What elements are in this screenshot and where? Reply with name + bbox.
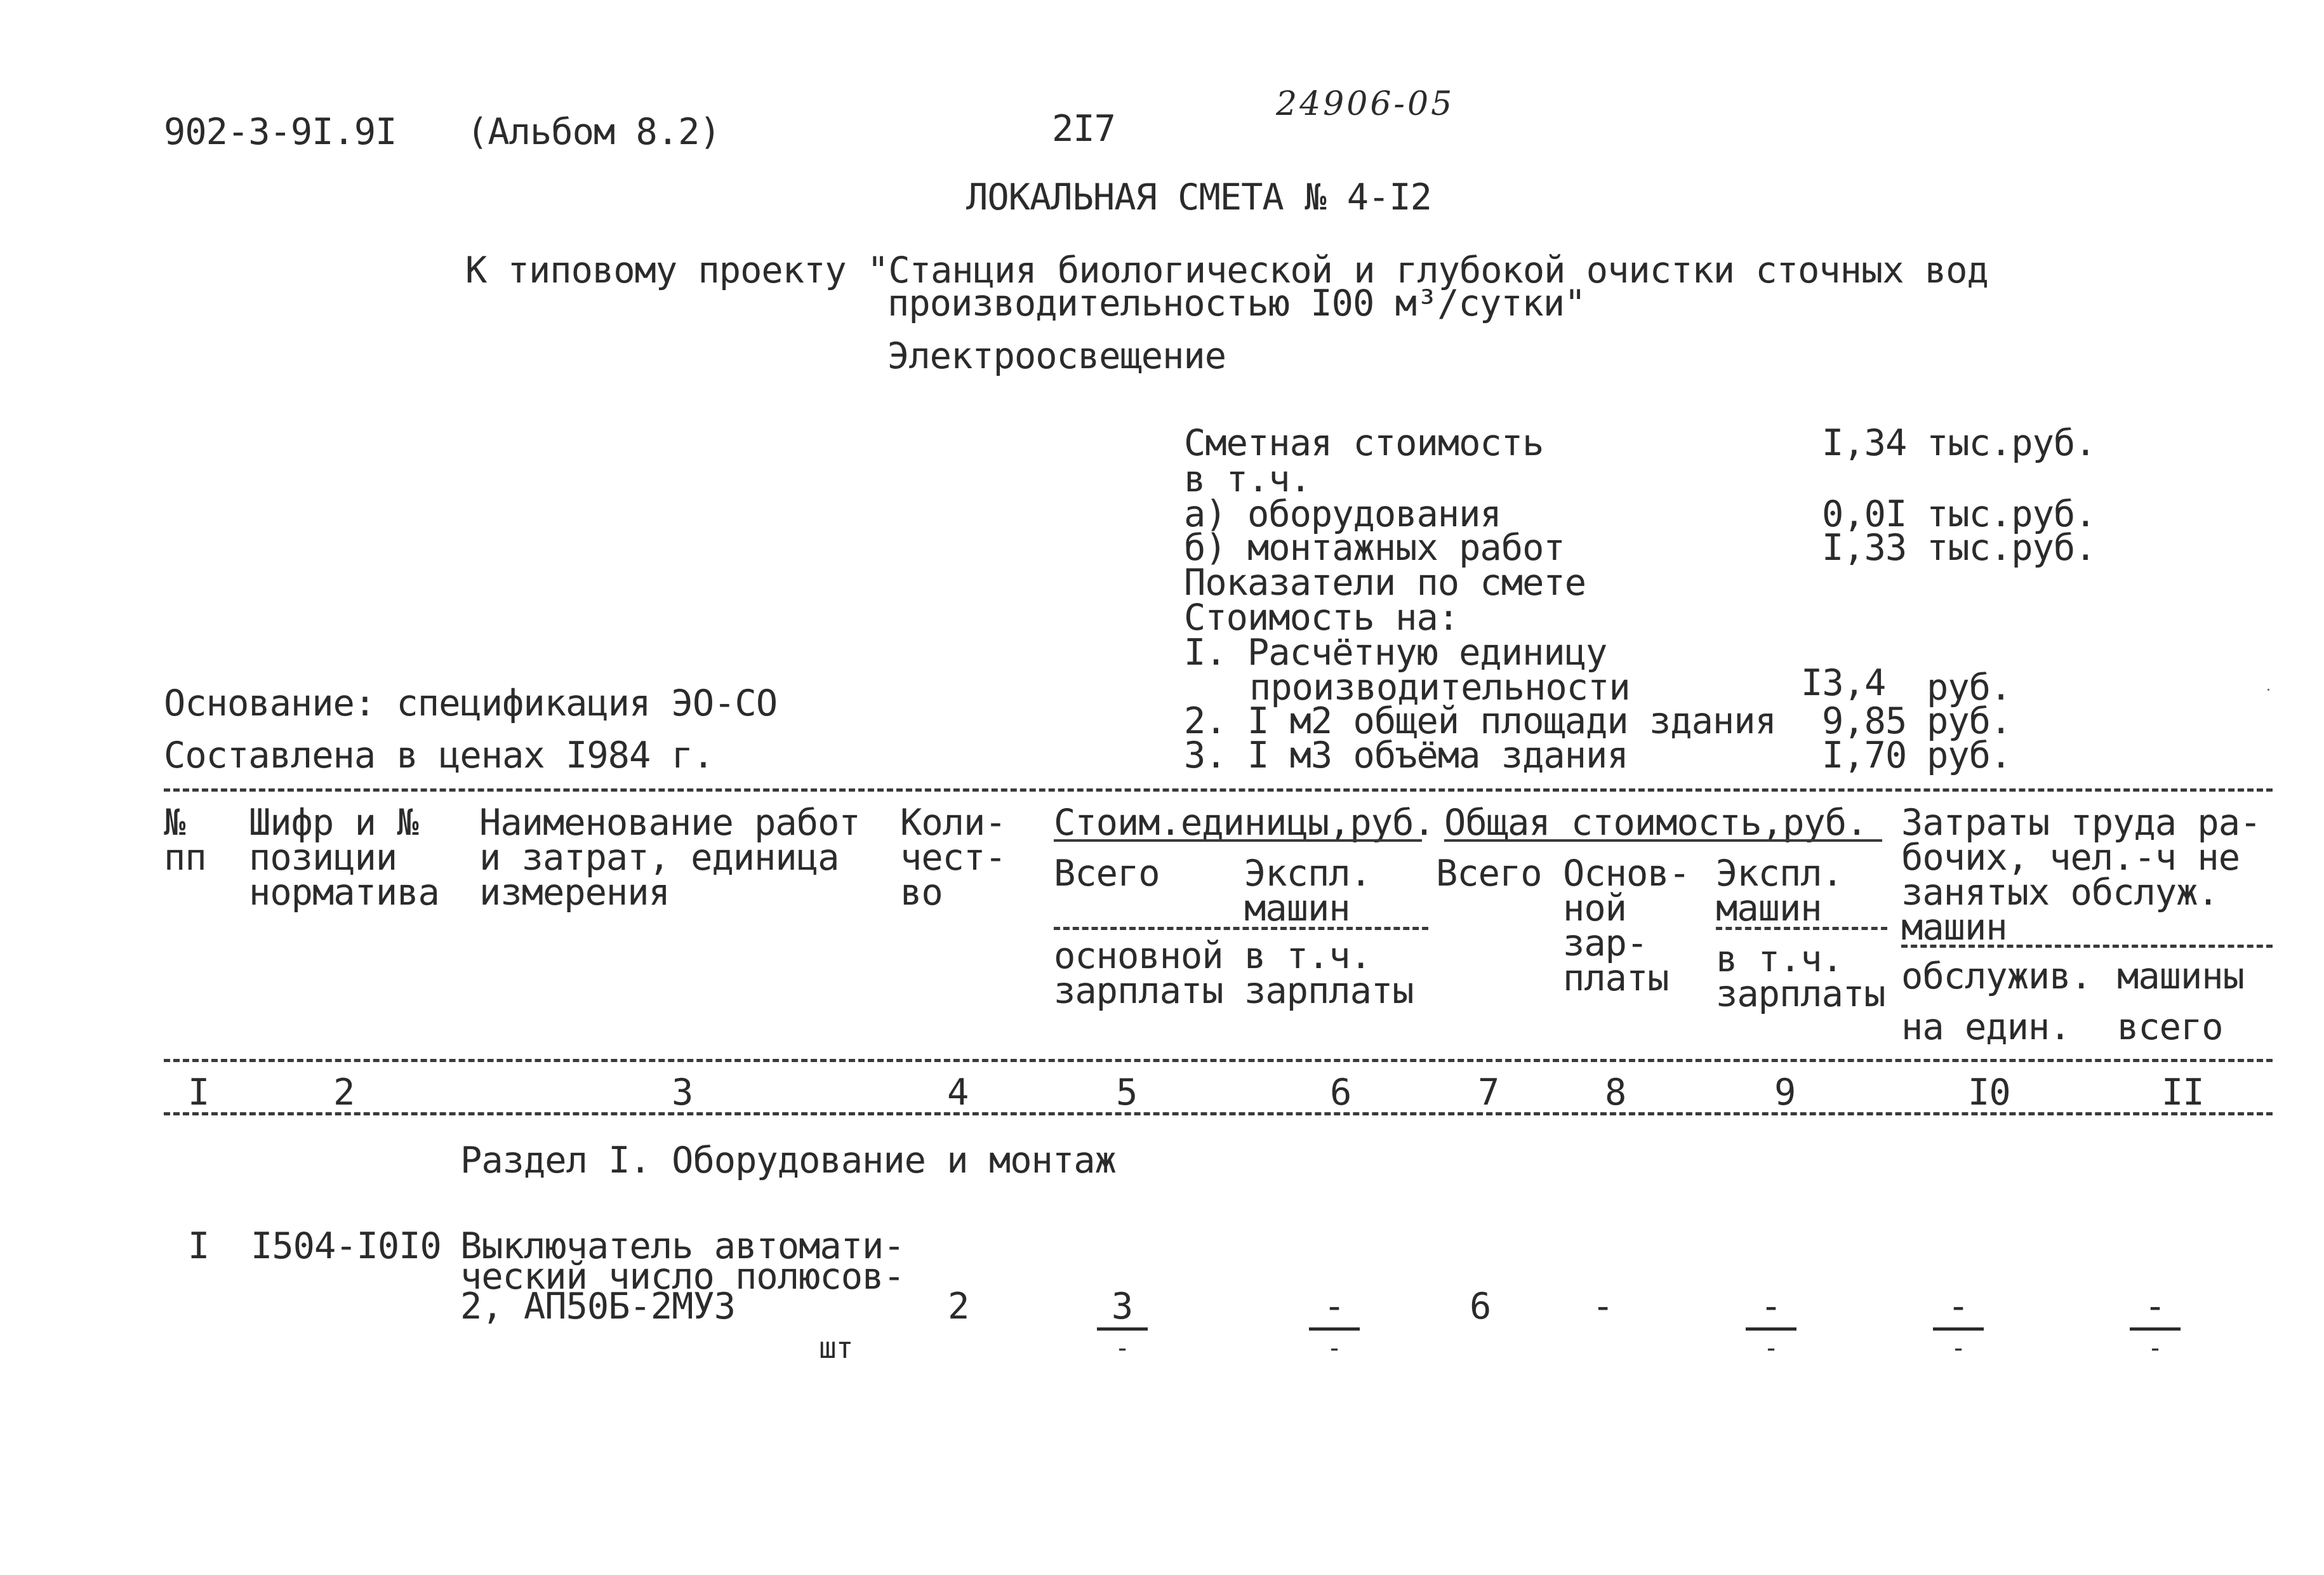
row-unit: шт [819,1331,853,1365]
labor-per-unit: - [1947,1286,1970,1327]
row-number: I [188,1225,209,1267]
labor-split-rule [1901,945,2273,948]
summary-label: производительности [1249,667,1630,708]
column-number: I [188,1072,209,1113]
column-number: II [2161,1072,2204,1113]
total-cost-split-rule [1716,927,1887,930]
col-4-header: во [900,872,943,914]
summary-value: I3,4 [1801,662,1886,704]
unit-machine-cost: - [1323,1286,1346,1327]
col-4-header: Коли- [900,802,1006,844]
unit-cost-wage: - [1114,1334,1131,1363]
col-10-header: на един. [1901,1006,2071,1048]
section-title: Раздел I. Оборудование и монтаж [460,1140,1116,1181]
total-base-wage: - [1592,1286,1614,1327]
col-6-header-bottom: в т.ч. [1244,935,1371,977]
labor-total-machine: - [2147,1334,2163,1363]
labor-total-fraction [2130,1286,2181,1363]
column-number: 4 [947,1072,969,1113]
project-line-1: К типовому проекту "Станция биологической и глубокой очистки сточных вод [465,249,1988,291]
summary-label: б) монтажных работ [1184,527,1565,569]
summary-label: Стоимость на: [1184,597,1459,639]
project-line-2: производительностью I00 м³/сутки" [887,282,1586,324]
col-9-header-top: Экспл. [1716,853,1843,894]
summary-unit: руб. [1927,667,2012,708]
column-number: 6 [1330,1072,1351,1113]
col-3-header: Наименование работ [479,802,860,844]
row-quantity: 2 [948,1286,969,1327]
summary-value: I,70 [1822,734,1907,776]
summary-label: 3. I м3 объёма здания [1184,734,1628,776]
col-1-header: пп [164,837,206,879]
row-name: Выключатель автомати- [460,1225,905,1267]
row-name: 2, АП50Б-2МУ3 [460,1286,736,1327]
labor-group-header: бочих, чел.-ч не [1901,837,2240,879]
col-9-header-top: машин [1716,887,1822,929]
summary-value: I,33 [1822,527,1907,569]
col-1-header: № [164,802,185,844]
col-8-header: Основ- [1563,853,1690,894]
summary-label: Показатели по смете [1184,562,1586,604]
section-name: Электроосвещение [887,335,1226,377]
col-3-header: и затрат, единица [479,837,839,879]
col-5-header-bottom: зарплаты [1054,970,1223,1012]
total-cost-underline [1444,839,1882,842]
column-number-bottom-rule [164,1112,2273,1115]
column-number: 3 [672,1072,693,1113]
column-number: 5 [1116,1072,1138,1113]
unit-cost-fraction [1097,1286,1148,1363]
summary-unit: руб. [1927,700,2012,742]
total-cost-group-header: Общая стоимость,руб. [1444,802,1868,844]
col-6-header-bottom: зарплаты [1244,970,1414,1012]
summary-unit: тыс.руб. [1927,493,2096,535]
col-11-header: машины [2117,955,2244,997]
summary-label: Сметная стоимость [1184,422,1544,464]
album-label: (Альбом 8.2) [467,111,720,153]
col-6-header-top: Экспл. [1244,853,1371,894]
unit-machine-wage: - [1326,1334,1343,1363]
col-8-header: зар- [1563,922,1648,964]
col-3-header: измерения [479,872,670,914]
summary-label: 2. I м2 общей площади здания [1184,700,1776,742]
col-2-header: Шифр и № [249,802,418,844]
summary-label: а) оборудования [1184,493,1501,535]
labor-group-header: Затраты труда ра- [1901,802,2261,844]
unit-cost-split-rule [1054,927,1428,930]
summary-value: I,34 [1822,422,1907,464]
column-number: 8 [1605,1072,1626,1113]
total-cost: 6 [1470,1286,1491,1327]
col-2-header: позиции [249,837,397,879]
col-7-header: Всего [1436,853,1542,894]
col-9-header-bottom: в т.ч. [1716,938,1843,980]
row-code: I504-I0I0 [251,1225,441,1267]
scan-speck [2268,689,2269,691]
col-8-header: ной [1563,887,1626,929]
document-title: ЛОКАЛЬНАЯ СМЕТА № 4-I2 [966,176,1431,218]
labor-total: - [2144,1286,2167,1327]
unit-cost-underline [1054,839,1422,842]
labor-unit-fraction [1933,1286,1984,1363]
unit-machine-fraction [1309,1286,1360,1363]
column-number: 7 [1478,1072,1499,1113]
summary-label: I. Расчётную единицу [1184,632,1607,674]
col-9-header-bottom: зарплаты [1716,973,1885,1015]
col-2-header: норматива [249,872,439,914]
page-number: 2I7 [1052,108,1115,150]
col-5-header-top: Всего [1054,853,1160,894]
summary-unit: руб. [1927,734,2012,776]
document-code: 902-3-9I.9I [164,111,397,153]
unit-cost-total: 3 [1111,1286,1134,1327]
summary-unit: тыс.руб. [1927,422,2096,464]
table-top-rule [164,788,2273,792]
handwritten-number: 24906-05 [1276,85,1455,123]
total-machine-cost: - [1760,1286,1783,1327]
summary-value: 0,0I [1822,493,1907,535]
table-header-bottom-rule [164,1059,2273,1062]
row-name: ческий число полюсов- [460,1256,905,1298]
labor-group-header: занятых обслуж. [1901,872,2219,914]
summary-value: 9,85 [1822,700,1907,742]
total-machine-fraction [1746,1286,1796,1363]
unit-cost-group-header: Стоим.единицы,руб. [1054,802,1435,844]
column-number: 2 [333,1072,355,1113]
summary-unit: тыс.руб. [1927,527,2096,569]
col-10-header: обслужив. [1901,955,2092,997]
col-5-header-bottom: основной [1054,935,1223,977]
total-machine-wage: - [1763,1334,1779,1363]
column-number: I0 [1968,1072,2010,1113]
col-4-header: чест- [900,837,1006,879]
basis-spec: Основание: спецификация ЭО-СО [164,682,778,724]
summary-label: в т.ч. [1184,458,1311,500]
basis-prices: Составлена в ценах I984 г. [164,734,714,776]
labor-group-header: машин [1901,907,2007,948]
column-number: 9 [1774,1072,1796,1113]
col-11-header: всего [2117,1006,2223,1048]
labor-per-unit-machine: - [1950,1334,1967,1363]
col-6-header-top: машин [1244,887,1350,929]
col-8-header: платы [1563,957,1669,999]
